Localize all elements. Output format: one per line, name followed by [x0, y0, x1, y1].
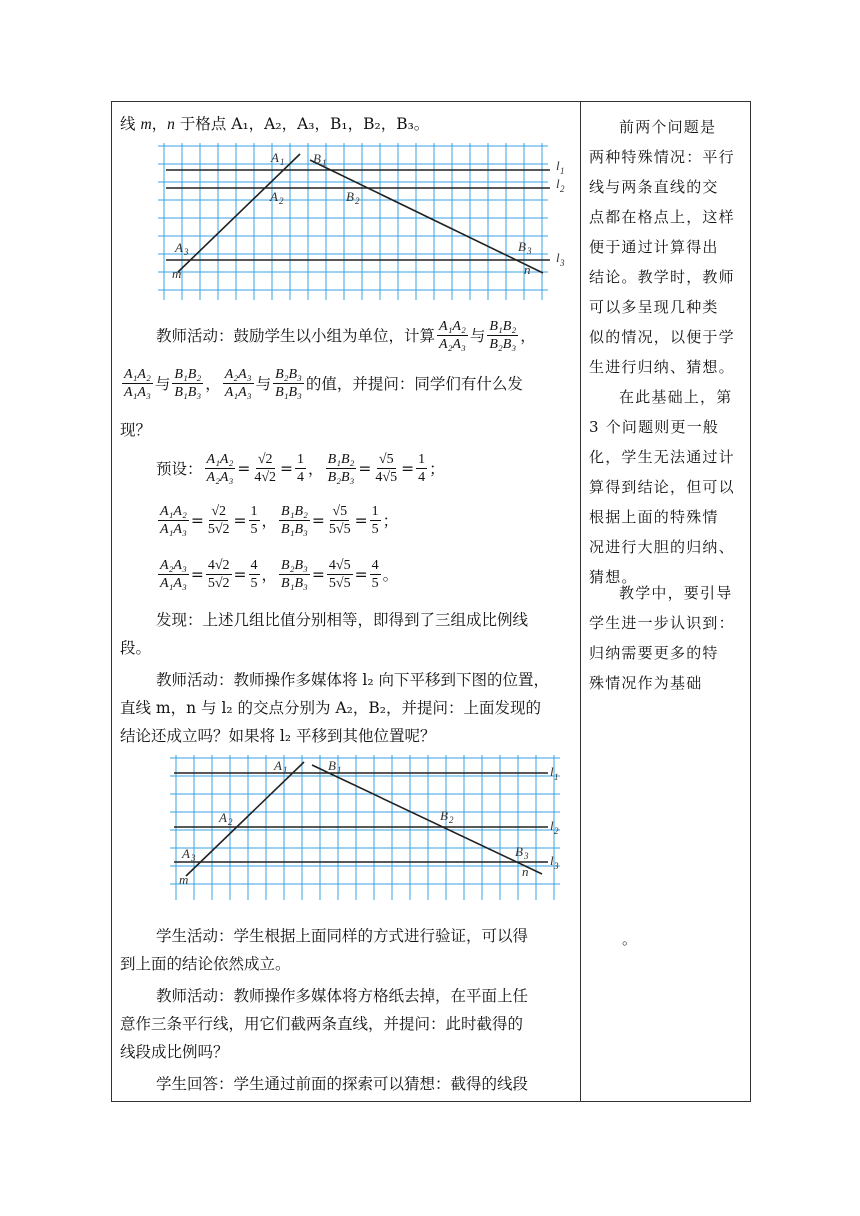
svg-text:l: l: [550, 764, 554, 779]
teacher-activity-1: 教师活动：鼓励学生以小组为单位，计算 $\frac{\text{A₁A₂}}{\text{A₂A₃}}$ 与 $\frac{\text{B₁B₂}}{\text{B₂B₃}}$ ，: [156, 319, 536, 352]
sidebar-notes-p1: 前两个问题是 两种特殊情况：平行 线与两条直线的交 点都在格点上，这样 便于通过计算得出 结论。教学时，教师 可以多呈现几种类 似的情况，以便于学 生进行归纳、猜想。: [589, 118, 735, 376]
svg-text:m: m: [172, 266, 182, 281]
svg-text:2: 2: [560, 184, 565, 194]
teacher-activity-2-line-3: 结论还成立吗？如果将 l₂ 平移到其他位置呢？: [120, 727, 436, 745]
svg-text:l: l: [556, 176, 560, 191]
teacher-activity-1-end: 现？: [120, 421, 152, 439]
svg-text:A: A: [219, 810, 227, 825]
svg-text:2: 2: [554, 826, 559, 836]
svg-text:1: 1: [280, 157, 285, 167]
svg-text:B: B: [515, 844, 523, 859]
discovery-line-2: 段。: [120, 639, 152, 657]
preset-row-1: 预设： $\frac{\text{A₁A₂}}{\text{A₂A₃}}$ = $\frac{√2}{4√2}$ = $\frac{1}{4}$ ， $\frac{\text{B₁B₂}}{\text{B₂B₃}}$ = $\frac{√5}{4√5}$ = $\frac{1}{4}$ ；: [156, 452, 445, 485]
grid-figure-1: [158, 140, 578, 304]
svg-text:3: 3: [560, 258, 565, 268]
teacher-activity-3-line-1: 教师活动：教师操作多媒体将方格纸去掉，在平面上任: [156, 987, 529, 1005]
svg-text:B: B: [440, 808, 448, 823]
svg-text:n: n: [524, 262, 531, 277]
teacher-activity-2-line-2: 直线 m，n 与 l₂ 的交点分别为 A₂，B₂，并提问：上面发现的: [120, 699, 541, 717]
column-divider: [580, 101, 581, 1102]
svg-text:A: A: [271, 150, 279, 165]
svg-text:3: 3: [524, 851, 529, 861]
svg-text:1: 1: [337, 765, 342, 775]
svg-text:3: 3: [191, 853, 196, 863]
svg-text:2: 2: [355, 196, 360, 206]
intro-line: 线 m，n 于格点 A₁，A₂，A₃，B₁，B₂，B₃。: [120, 115, 430, 133]
svg-text:3: 3: [184, 247, 189, 257]
svg-text:l: l: [550, 818, 554, 833]
sidebar-period: 。: [622, 930, 639, 948]
svg-text:n: n: [522, 864, 529, 879]
svg-text:1: 1: [322, 158, 327, 168]
svg-text:A: A: [274, 758, 282, 773]
svg-text:2: 2: [449, 815, 454, 825]
student-activity-line-1: 学生活动：学生根据上面同样的方式进行验证，可以得: [156, 927, 529, 945]
svg-text:B: B: [328, 758, 336, 773]
svg-text:B: B: [518, 239, 526, 254]
svg-text:B: B: [313, 151, 321, 166]
svg-text:1: 1: [560, 166, 565, 176]
svg-text:A: A: [270, 189, 278, 204]
svg-text:B: B: [346, 189, 354, 204]
teacher-activity-2-line-1: 教师活动：教师操作多媒体将 l₂ 向下平移到下图的位置，: [156, 671, 550, 689]
sidebar-notes-p2: 在此基础上，第 3 个问题则更一般 化，学生无法通过计 算得到结论，但可以 根据上面的特殊情 况进行大胆的归纳、 猜想。: [589, 388, 735, 586]
grid-figure-2: [170, 752, 580, 904]
svg-text:l: l: [556, 158, 560, 173]
preset-row-2: $\frac{\text{A₁A₂}}{\text{A₁A₃}}$ = $\frac{√2}{5√2}$ = $\frac{1}{5}$ ， $\frac{\text{B₁B₂}}{\text{B₁B₃}}$ = $\frac{√5}{5√5}$ = $\frac{1}{5}$ ；: [160, 504, 399, 537]
svg-text:3: 3: [554, 861, 559, 871]
svg-text:2: 2: [228, 817, 233, 827]
teacher-activity-3-line-3: 线段成比例吗？: [120, 1043, 229, 1061]
svg-text:A: A: [175, 240, 183, 255]
svg-text:l: l: [556, 250, 560, 265]
svg-text:l: l: [550, 853, 554, 868]
svg-text:2: 2: [279, 196, 284, 206]
preset-row-3: $\frac{\text{A₂A₃}}{\text{A₁A₃}}$ = $\frac{4√2}{5√2}$ = $\frac{4}{5}$ ， $\frac{\text{B₂B₃}}{\text{B₁B₃}}$ = $\frac{4√5}{5√5}$ = $\frac{4}{5}$ 。: [160, 558, 399, 591]
svg-text:m: m: [179, 872, 189, 887]
teacher-activity-3-line-2: 意作三条平行线，用它们截两条直线，并提问：此时截得的: [120, 1015, 524, 1033]
student-activity-line-2: 到上面的结论依然成立。: [120, 955, 291, 973]
svg-text:A: A: [182, 846, 190, 861]
sidebar-notes-p3: 教学中，要引导 学生进一步认识到： 归纳需要更多的特 殊情况作为基础: [589, 584, 735, 692]
discovery-line-1: 发现：上述几组比值分别相等，即得到了三组成比例线: [156, 611, 529, 629]
teacher-activity-1-cont: $\frac{\text{A₁A₂}}{\text{A₁A₃}}$ 与 $\frac{\text{B₁B₂}}{\text{B₁B₃}}$ ， $\frac{\text{A₂A₃}}{\text{A₁A₃}}$ 与 $\frac{\text{B₂B₃}}{\text{B₁B₃}}$ 的值，并提问：同学们有什么发: [124, 367, 523, 400]
student-answer-line-1: 学生回答：学生通过前面的探索可以猜想：截得的线段: [156, 1075, 529, 1093]
svg-text:3: 3: [527, 246, 532, 256]
svg-text:1: 1: [554, 772, 559, 782]
svg-text:1: 1: [283, 765, 288, 775]
